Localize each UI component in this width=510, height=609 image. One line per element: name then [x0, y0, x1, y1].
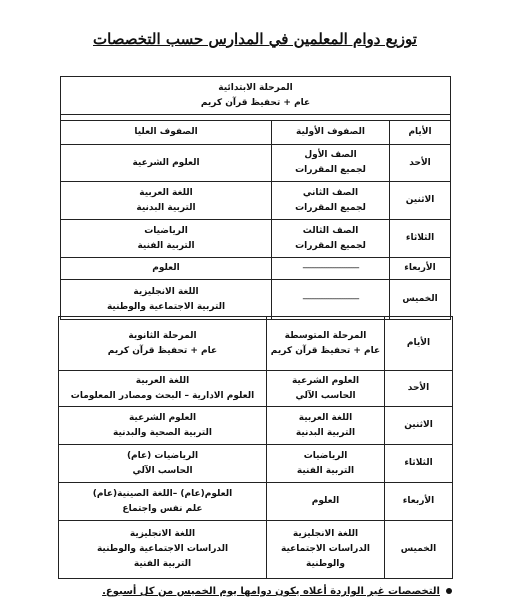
- stage-name: المرحلة الابتدائية: [218, 82, 293, 93]
- footnote-text: التخصصات غير الواردة أعلاه يكون دوامها يوم الخميس من كل أسبوع.: [102, 586, 440, 597]
- stage-name: المرحلة المتوسطة: [284, 330, 367, 341]
- col-header-lower-grades: الصفوف الأولية: [272, 121, 390, 145]
- cell-line: الحاسب الآلي: [295, 390, 356, 401]
- cell-line: اللغة العربية: [135, 375, 190, 386]
- cell-line: العلوم: [152, 263, 180, 273]
- secondary-stage-cell: [59, 521, 267, 579]
- middle-stage-cell: [267, 407, 385, 445]
- cell-line: التربية الاجتماعية والوطنية: [106, 301, 226, 312]
- cell-line: -------------------------: [302, 263, 359, 273]
- lower-grades-cell: [272, 258, 390, 280]
- secondary-stage-cell: [59, 483, 267, 521]
- upper-grades-cell: [61, 220, 272, 258]
- middle-stage-cell: [267, 521, 385, 579]
- secondary-stage-cell: [59, 445, 267, 483]
- col-header-days: الأيام: [390, 121, 451, 145]
- secondary-stage-cell: [59, 407, 267, 445]
- table-row: [61, 182, 451, 220]
- lower-grades-cell: [272, 220, 390, 258]
- stage-type: عام + تحفيظ قرآن كريم: [200, 97, 311, 108]
- secondary-stage-header: [59, 317, 267, 371]
- cell-line: التربية الفنية: [133, 559, 192, 569]
- table-row: [61, 220, 451, 258]
- table-row: [61, 145, 451, 182]
- cell-line: اللغة العربية: [298, 412, 353, 423]
- stage-name: المرحلة الثانوية: [128, 330, 197, 341]
- upper-grades-cell: [61, 145, 272, 182]
- table-row: [61, 280, 451, 320]
- primary-schedule-table: [60, 76, 451, 320]
- upper-grades-cell: [61, 182, 272, 220]
- cell-line: العلوم الشرعية: [128, 412, 197, 423]
- day-cell: الثلاثاء: [385, 445, 453, 483]
- cell-line: التربية البدنية: [136, 202, 196, 213]
- cell-line: لجميع المقررات: [295, 202, 366, 213]
- day-cell: الثلاثاء: [390, 220, 451, 258]
- table-row: [59, 371, 453, 407]
- cell-line: علم نفس واجتماع: [122, 503, 203, 514]
- lower-grades-cell: [272, 182, 390, 220]
- middle-stage-cell: [267, 445, 385, 483]
- cell-line: الرياضيات (عام): [126, 450, 199, 461]
- cell-line: -------------------------: [302, 294, 359, 304]
- cell-line: التربية الصحية والبدنية: [113, 427, 212, 438]
- cell-line: العلوم الشرعية: [132, 157, 200, 168]
- cell-line: الرياضيات: [303, 450, 348, 461]
- cell-line: الصف الأول: [304, 150, 357, 160]
- cell-line: اللغة الانجليزية: [129, 529, 196, 539]
- upper-grades-cell: [61, 280, 272, 320]
- cell-line: الصف الثالث: [302, 225, 359, 236]
- col-header-upper-grades: الصفوف العليا: [61, 121, 272, 145]
- cell-line: الدراسات الاجتماعية: [281, 544, 370, 554]
- lower-grades-cell: [272, 145, 390, 182]
- day-cell: الخميس: [385, 521, 453, 579]
- day-cell: الأحد: [390, 145, 451, 182]
- cell-line: اللغة الانجليزية: [292, 529, 359, 539]
- cell-line: الدراسات الاجتماعية والوطنية: [96, 544, 229, 554]
- table-row: [59, 483, 453, 521]
- middle-stage-cell: [267, 371, 385, 407]
- cell-line: الحاسب الآلي: [132, 465, 193, 476]
- upper-grades-cell: [61, 258, 272, 280]
- cell-line: العلوم: [311, 496, 340, 506]
- table-row: [61, 258, 451, 280]
- lower-grades-cell: [272, 280, 390, 320]
- day-cell: الخميس: [390, 280, 451, 320]
- day-cell: الاثنين: [385, 407, 453, 445]
- cell-line: اللغة الانجليزية: [133, 286, 199, 297]
- stage-type: عام + تحفيظ قرآن كريم: [270, 345, 381, 356]
- table-row: [59, 445, 453, 483]
- day-cell: الاثنين: [390, 182, 451, 220]
- cell-line: لجميع المقررات: [295, 165, 366, 175]
- table-row: [59, 521, 453, 579]
- cell-line: اللغة العربية: [139, 187, 193, 198]
- cell-line: العلوم الادارية – البحث ومصادر المعلومات: [70, 390, 255, 401]
- middle-stage-header: [267, 317, 385, 371]
- footnote: [102, 586, 452, 597]
- table-row: [59, 407, 453, 445]
- page-title: توزيع دوام المعلمين في المدارس حسب التخصصات: [93, 30, 417, 48]
- cell-line: العلوم(عام) –اللغة الصينية(عام): [92, 488, 233, 499]
- middle-stage-cell: [267, 483, 385, 521]
- cell-line: التربية البدنية: [295, 427, 356, 438]
- middle-secondary-schedule-table: [58, 316, 453, 579]
- cell-line: لجميع المقررات: [295, 240, 366, 251]
- col-header-days: الأيام: [385, 317, 453, 371]
- cell-line: التربية الفنية: [137, 240, 195, 251]
- cell-line: الصف الثاني: [302, 187, 359, 198]
- cell-line: والوطنية: [306, 559, 345, 569]
- cell-line: الرياضيات: [144, 225, 188, 236]
- primary-stage-header: [61, 77, 451, 115]
- bullet-icon: [446, 588, 452, 594]
- day-cell: الأربعاء: [385, 483, 453, 521]
- cell-line: التربية الفنية: [296, 465, 355, 476]
- cell-line: العلوم الشرعية: [291, 375, 360, 386]
- day-cell: الأحد: [385, 371, 453, 407]
- day-cell: الأربعاء: [390, 258, 451, 280]
- stage-type: عام + تحفيظ قرآن كريم: [107, 345, 218, 356]
- secondary-stage-cell: [59, 371, 267, 407]
